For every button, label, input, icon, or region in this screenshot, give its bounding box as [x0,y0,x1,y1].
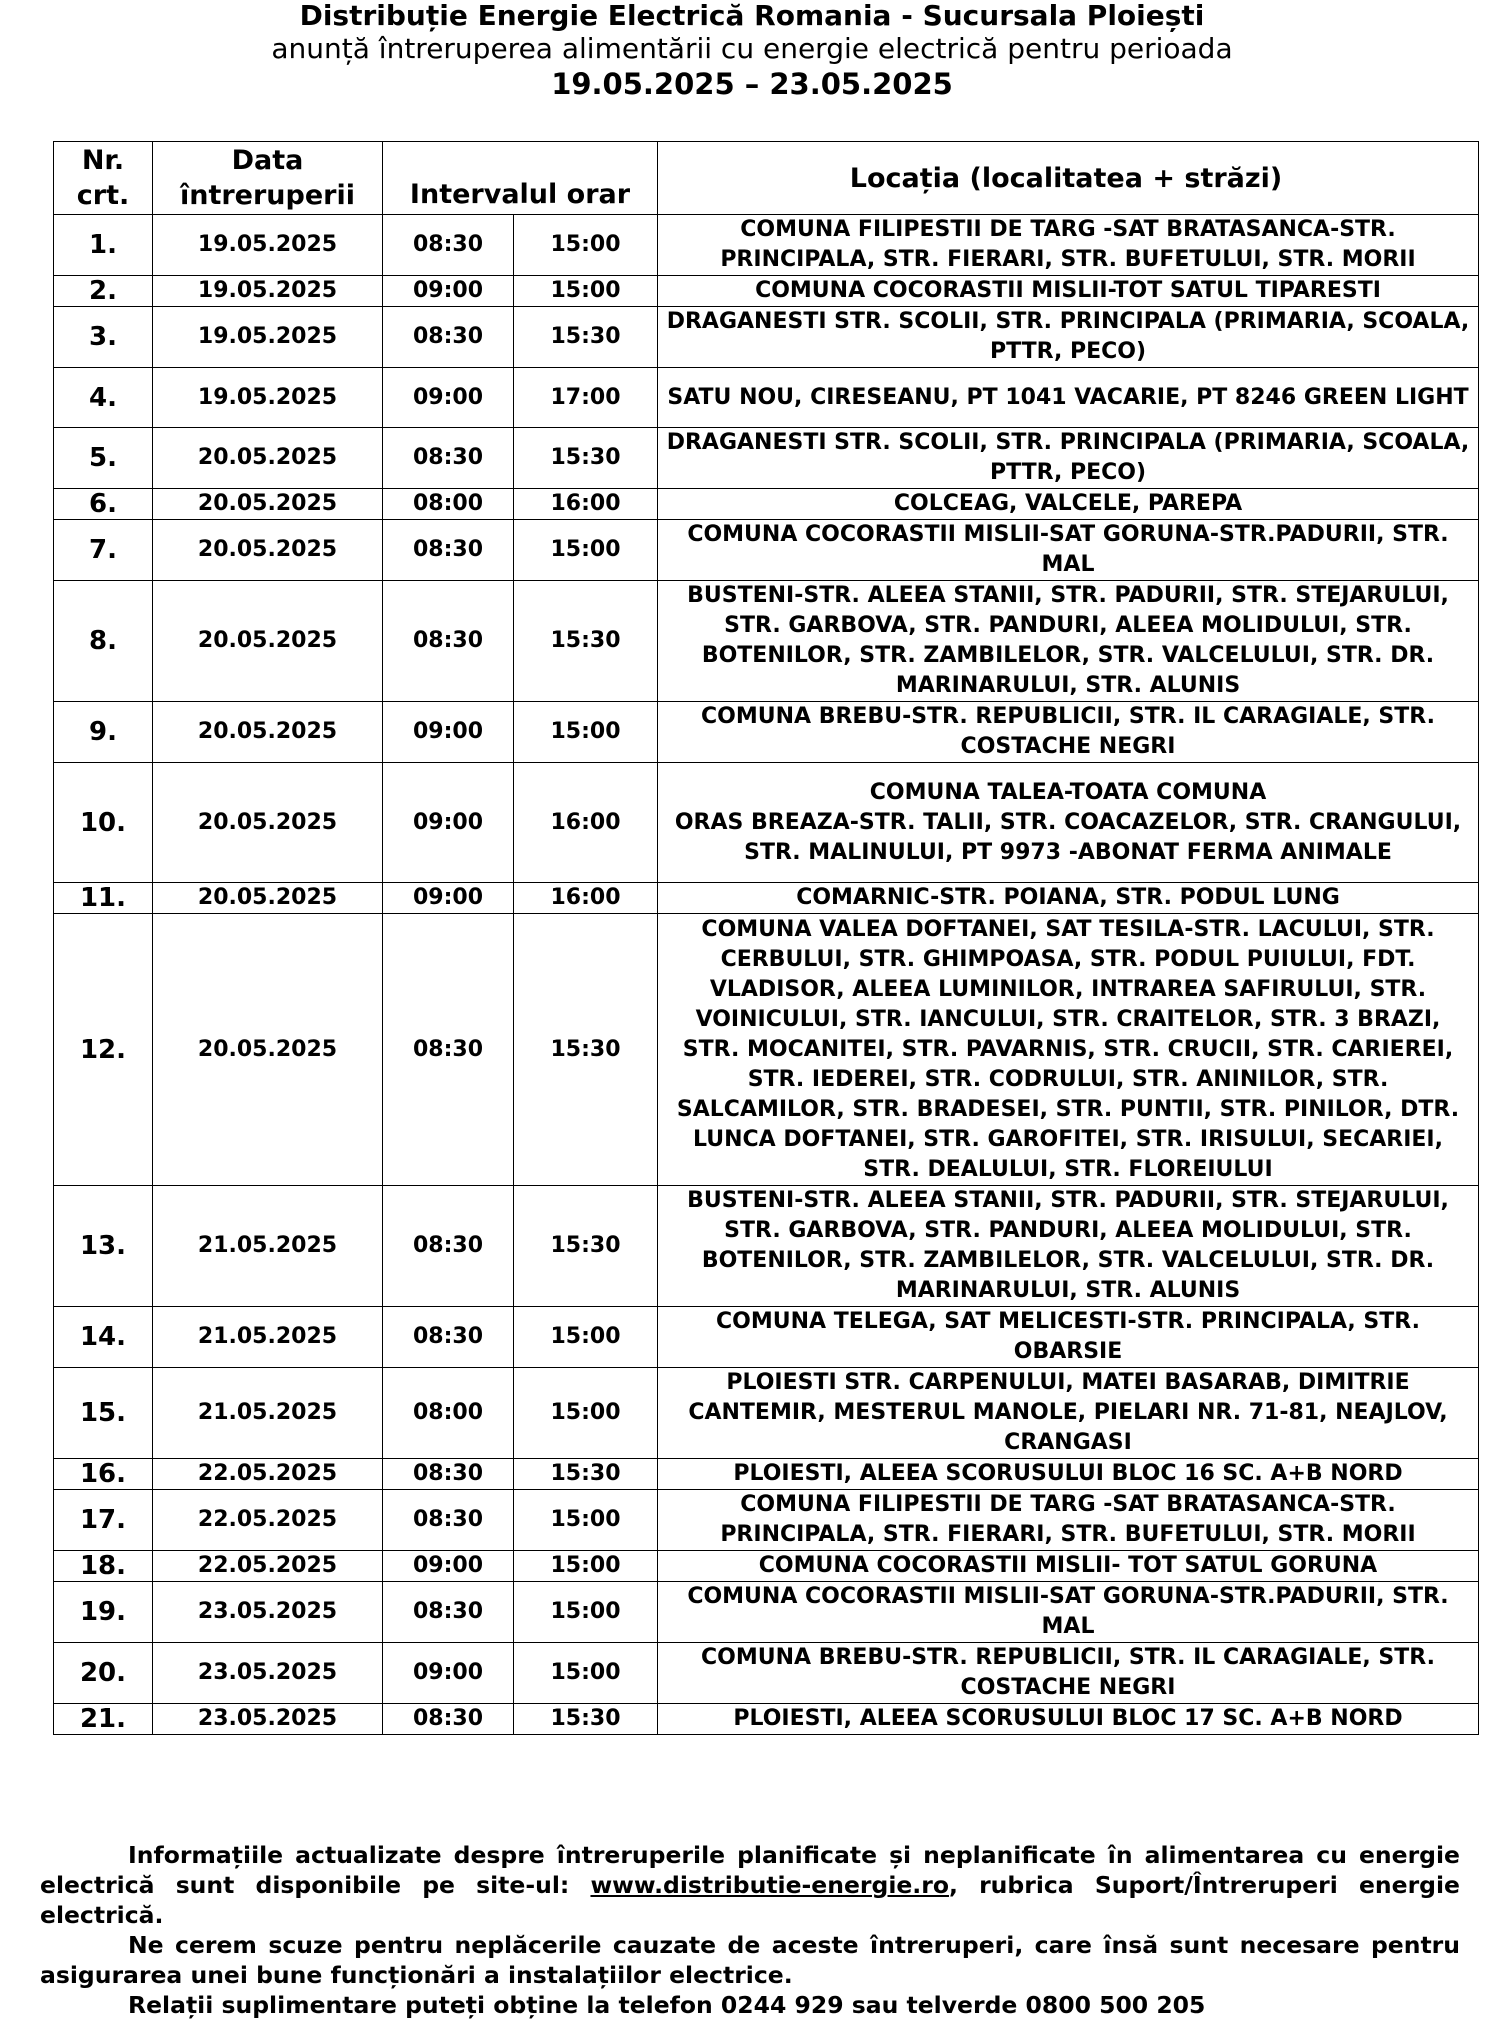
row-date: 23.05.2025 [153,1582,383,1643]
row-start-time: 08:30 [383,520,514,581]
row-date: 19.05.2025 [153,276,383,307]
row-start-time: 08:00 [383,489,514,520]
row-end-time: 15:30 [514,914,658,1186]
row-end-time: 16:00 [514,489,658,520]
row-location: PLOIESTI STR. CARPENULUI, MATEI BASARAB, DIMITRIE CANTEMIR, MESTERUL MANOLE, PIELARI NR. 71-81, NEAJLOV, CRANGASI [658,1368,1479,1459]
row-start-time: 09:00 [383,368,514,428]
header-nr-line1: Nr. [81,145,125,176]
row-start-time: 09:00 [383,1643,514,1704]
website-link[interactable]: www.distributie-energie.ro [590,1871,949,1899]
row-end-time: 16:00 [514,883,658,914]
row-date: 22.05.2025 [153,1551,383,1582]
row-location: COMUNA BREBU-STR. REPUBLICII, STR. IL CARAGIALE, STR. COSTACHE NEGRI [658,1643,1479,1704]
row-date: 20.05.2025 [153,489,383,520]
row-date: 20.05.2025 [153,581,383,702]
footer-info-text: Informațiile actualizate despre întreruperile planificate și neplanificate în alimentarea cu energie electrică sunt disponibile pe site-ul: [40,1841,1460,1899]
row-number: 16. [54,1459,153,1490]
row-number: 13. [54,1186,153,1307]
footer-contact-paragraph: Relații suplimentare puteți obține la telefon 0244 929 sau telverde 0800 500 205 [128,1991,1206,2019]
row-start-time: 08:30 [383,1704,514,1735]
row-number: 5. [54,428,153,489]
table-row [54,1490,1479,1551]
table-row [54,1368,1479,1459]
row-end-time: 15:00 [514,1551,658,1582]
row-number: 4. [54,368,153,428]
row-location: COLCEAG, VALCELE, PAREPA [658,489,1479,520]
row-date: 19.05.2025 [153,368,383,428]
table-row [54,1582,1479,1643]
row-number: 15. [54,1368,153,1459]
row-date: 19.05.2025 [153,307,383,368]
row-start-time: 09:00 [383,1551,514,1582]
row-location: COMUNA TALEA-TOATA COMUNA ORAS BREAZA-STR. TALII, STR. COACAZELOR, STR. CRANGULUI, STR. MALINULUI, PT 9973 -ABONAT FERMA ANIMALE [658,763,1479,883]
row-end-time: 15:30 [514,1704,658,1735]
row-location: COMUNA FILIPESTII DE TARG -SAT BRATASANCA-STR. PRINCIPALA, STR. FIERARI, STR. BUFETULUI, STR. MORII [658,1490,1479,1551]
row-date: 21.05.2025 [153,1186,383,1307]
row-location: PLOIESTI, ALEEA SCORUSULUI BLOC 16 SC. A+B NORD [658,1459,1479,1490]
row-start-time: 09:00 [383,702,514,763]
table-row [54,763,1479,883]
row-start-time: 08:30 [383,1582,514,1643]
row-end-time: 15:30 [514,581,658,702]
row-end-time: 15:00 [514,1368,658,1459]
announcement-subtitle: anunță întreruperea alimentării cu energie electrică pentru perioada [271,32,1233,65]
row-number: 6. [54,489,153,520]
row-end-time: 15:00 [514,1307,658,1368]
row-number: 1. [54,215,153,276]
row-start-time: 08:30 [383,307,514,368]
row-location: COMUNA COCORASTII MISLII-TOT SATUL TIPARESTI [658,276,1479,307]
header-date-line2: întreruperii [179,180,355,211]
footer-notes [40,1840,1460,2020]
header-interval: Intervalul orar [383,142,658,215]
row-location: COMUNA COCORASTII MISLII-SAT GORUNA-STR.PADURII, STR. MAL [658,1582,1479,1643]
row-start-time: 08:30 [383,1459,514,1490]
row-date: 23.05.2025 [153,1704,383,1735]
row-date: 20.05.2025 [153,520,383,581]
row-number: 21. [54,1704,153,1735]
row-number: 7. [54,520,153,581]
table-header-row [54,142,1479,215]
table-row [54,1186,1479,1307]
header-nr-line2: crt. [76,180,130,211]
row-end-time: 15:00 [514,276,658,307]
row-location: PLOIESTI, ALEEA SCORUSULUI BLOC 17 SC. A+B NORD [658,1704,1479,1735]
row-number: 19. [54,1582,153,1643]
row-date: 20.05.2025 [153,428,383,489]
row-number: 3. [54,307,153,368]
row-end-time: 15:30 [514,428,658,489]
row-location: COMUNA COCORASTII MISLII-SAT GORUNA-STR.PADURII, STR. MAL [658,520,1479,581]
row-end-time: 15:30 [514,307,658,368]
row-start-time: 08:30 [383,914,514,1186]
row-start-time: 08:30 [383,581,514,702]
row-location: COMUNA TELEGA, SAT MELICESTI-STR. PRINCIPALA, STR. OBARSIE [658,1307,1479,1368]
row-date: 21.05.2025 [153,1307,383,1368]
row-location: DRAGANESTI STR. SCOLII, STR. PRINCIPALA (PRIMARIA, SCOALA, PTTR, PECO) [658,307,1479,368]
row-location: BUSTENI-STR. ALEEA STANII, STR. PADURII, STR. STEJARULUI, STR. GARBOVA, STR. PANDURI, ALEEA MOLIDULUI, STR. BOTENILOR, STR. ZAMBILELOR, STR. VALCELULUI, STR. DR. MARINARULUI, STR. ALUNIS [658,1186,1479,1307]
table-row [54,276,1479,307]
row-end-time: 17:00 [514,368,658,428]
row-location: SATU NOU, CIRESEANU, PT 1041 VACARIE, PT 8246 GREEN LIGHT [658,368,1479,428]
table-row [54,581,1479,702]
row-end-time: 16:00 [514,763,658,883]
row-location: COMARNIC-STR. POIANA, STR. PODUL LUNG [658,883,1479,914]
row-end-time: 15:00 [514,215,658,276]
row-date: 22.05.2025 [153,1490,383,1551]
footer-info-text-end: , rubrica Suport/Întreruperi energie electrică. [40,1871,1460,1929]
table-row [54,215,1479,276]
document-header [0,0,1504,102]
row-start-time: 08:30 [383,1307,514,1368]
table-row [54,307,1479,368]
row-date: 20.05.2025 [153,763,383,883]
table-row [54,1643,1479,1704]
table-body [54,215,1479,1735]
row-number: 2. [54,276,153,307]
row-number: 14. [54,1307,153,1368]
row-location: COMUNA BREBU-STR. REPUBLICII, STR. IL CARAGIALE, STR. COSTACHE NEGRI [658,702,1479,763]
row-number: 12. [54,914,153,1186]
company-title: Distribuție Energie Electrică Romania - Sucursala Ploiești [299,0,1205,32]
row-date: 22.05.2025 [153,1459,383,1490]
row-start-time: 09:00 [383,763,514,883]
row-number: 11. [54,883,153,914]
row-start-time: 08:00 [383,1368,514,1459]
row-number: 9. [54,702,153,763]
table-row [54,1459,1479,1490]
row-start-time: 08:30 [383,1186,514,1307]
table-row [54,428,1479,489]
table-row [54,1551,1479,1582]
row-end-time: 15:00 [514,520,658,581]
footer-apology-paragraph: Ne cerem scuze pentru neplăcerile cauzate de aceste întreruperi, care însă sunt necesare pentru asigurarea unei bune funcționări a instalațiilor electrice. [40,1931,1460,1989]
table-row [54,1704,1479,1735]
outage-schedule-table [53,141,1479,1735]
table-row [54,914,1479,1186]
row-number: 18. [54,1551,153,1582]
row-number: 10. [54,763,153,883]
row-start-time: 08:30 [383,215,514,276]
row-number: 17. [54,1490,153,1551]
row-date: 20.05.2025 [153,702,383,763]
table-row [54,368,1479,428]
row-location: COMUNA FILIPESTII DE TARG -SAT BRATASANCA-STR. PRINCIPALA, STR. FIERARI, STR. BUFETULUI, STR. MORII [658,215,1479,276]
row-location: COMUNA COCORASTII MISLII- TOT SATUL GORUNA [658,1551,1479,1582]
table-row [54,702,1479,763]
period-range: 19.05.2025 – 23.05.2025 [551,67,953,101]
row-date: 23.05.2025 [153,1643,383,1704]
row-location: COMUNA VALEA DOFTANEI, SAT TESILA-STR. LACULUI, STR. CERBULUI, STR. GHIMPOASA, STR. PODUL PUIULUI, FDT. VLADISOR, ALEEA LUMINILOR, INTRAREA SAFIRULUI, STR. VOINICULUI, STR. IANCULUI, STR. CRAITELOR, STR. 3 BRAZI, STR. MOCANITEI, STR. PAVARNIS, STR. CRUCII, STR. CARIEREI, STR. IEDEREI, STR. CODRULUI, STR. ANINILOR, STR. SALCAMILOR, STR. BRADESEI, STR. PUNTII, STR. PINILOR, DTR. LUNCA DOFTANEI, STR. GAROFITEI, STR. IRISULUI, SECARIEI, STR. DEALULUI, STR. FLOREIULUI [658,914,1479,1186]
header-location: Locația (localitatea + străzi) [658,142,1479,215]
row-start-time: 08:30 [383,1490,514,1551]
row-date: 19.05.2025 [153,215,383,276]
footer-info-paragraph [40,1840,1460,1930]
row-start-time: 09:00 [383,883,514,914]
row-date: 20.05.2025 [153,883,383,914]
row-end-time: 15:00 [514,1582,658,1643]
row-number: 20. [54,1643,153,1704]
table-row [54,489,1479,520]
table-row [54,520,1479,581]
row-date: 21.05.2025 [153,1368,383,1459]
row-end-time: 15:30 [514,1459,658,1490]
row-location: BUSTENI-STR. ALEEA STANII, STR. PADURII, STR. STEJARULUI, STR. GARBOVA, STR. PANDURI, ALEEA MOLIDULUI, STR. BOTENILOR, STR. ZAMBILELOR, STR. VALCELULUI, STR. DR. MARINARULUI, STR. ALUNIS [658,581,1479,702]
row-number: 8. [54,581,153,702]
row-end-time: 15:00 [514,702,658,763]
row-location: DRAGANESTI STR. SCOLII, STR. PRINCIPALA (PRIMARIA, SCOALA, PTTR, PECO) [658,428,1479,489]
header-date [153,142,383,215]
row-start-time: 09:00 [383,276,514,307]
header-date-line1: Data [231,145,304,176]
row-end-time: 15:30 [514,1186,658,1307]
header-nr [54,142,153,215]
row-end-time: 15:00 [514,1490,658,1551]
row-date: 20.05.2025 [153,914,383,1186]
row-end-time: 15:00 [514,1643,658,1704]
table-row [54,1307,1479,1368]
row-start-time: 08:30 [383,428,514,489]
table-row [54,883,1479,914]
